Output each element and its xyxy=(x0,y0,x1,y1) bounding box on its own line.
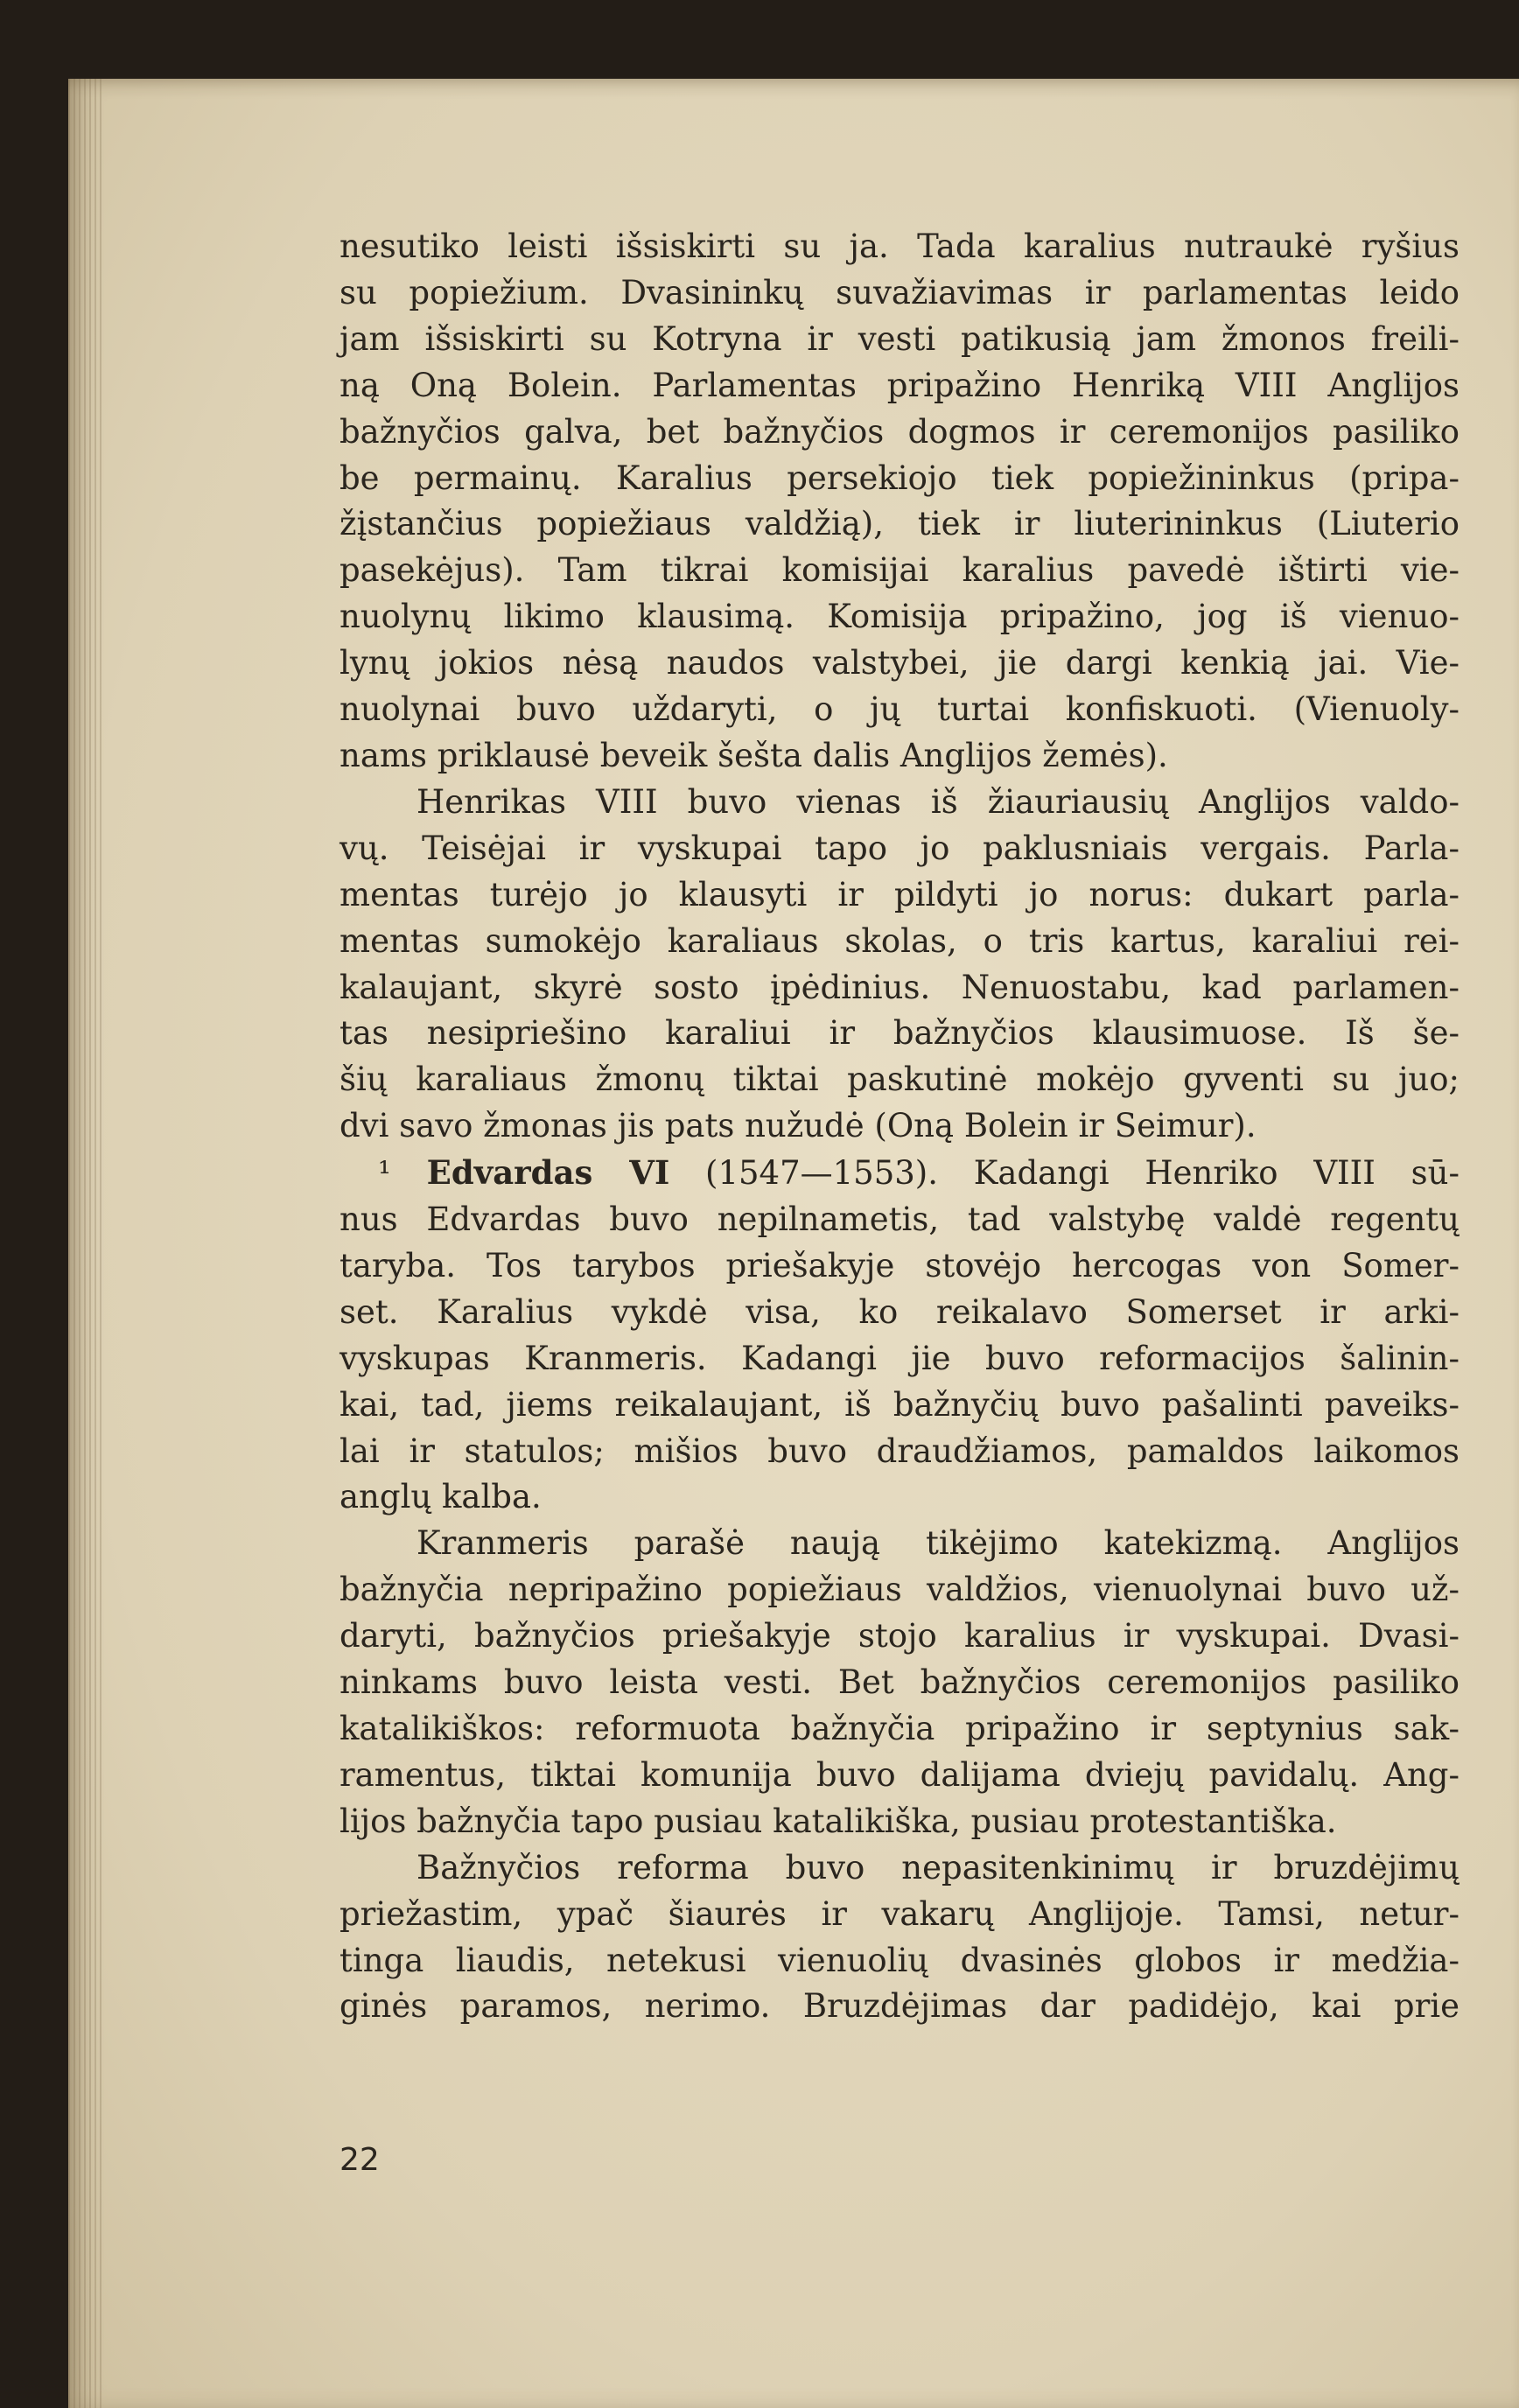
text-line: set. Karalius vykdė visa, ko reikalavo Somerset ir arki- xyxy=(340,1292,1460,1331)
text-line: lai ir statulos; mišios buvo draudžiamos, pamaldos laikomos xyxy=(340,1432,1460,1470)
text-line: vyskupas Kranmeris. Kadangi jie buvo reformacijos šalinin- xyxy=(340,1339,1460,1377)
text-line: tinga liaudis, netekusi vienuolių dvasinės globos ir medžia- xyxy=(340,1941,1460,1979)
text-line: ginės paramos, nerimo. Bruzdėjimas dar padidėjo, kai prie xyxy=(340,1987,1460,2026)
text-line: ninkams buvo leista vesti. Bet bažnyčios ceremonijos pasiliko xyxy=(340,1663,1460,1702)
text-line: bažnyčios galva, bet bažnyčios dogmos ir ceremonijos pasiliko xyxy=(340,412,1460,451)
text-line: Kranmeris parašė naują tikėjimo katekizmą. Anglijos xyxy=(416,1524,1460,1563)
text-line: kai, tad, jiems reikalaujant, iš bažnyčių buvo pašalinti paveiks- xyxy=(340,1385,1460,1424)
text-line: dvi savo žmonas jis pats nužudė (Oną Bolein ir Seimur). xyxy=(340,1107,1256,1145)
text-line: vų. Teisėjai ir vyskupai tapo jo paklusniais vergais. Parla- xyxy=(340,829,1460,867)
text-line: kalaujant, skyrė sosto įpėdinius. Nenuostabu, kad parlamen- xyxy=(340,968,1460,1006)
text-line: taryba. Tos tarybos priešakyje stovėjo hercogas von Somer- xyxy=(340,1246,1460,1284)
text-line: lijos bažnyčia tapo pusiau katalikiška, pusiau protestantiška. xyxy=(340,1802,1337,1840)
text-line: katalikiškos: reformuota bažnyčia pripažino ir septynius sak- xyxy=(340,1710,1460,1747)
text-line: be permainų. Karalius persekiojo tiek popiežininkus (pripa- xyxy=(340,458,1460,497)
section-heading-rest: (1547—1553). Kadangi Henriko VIII sū- xyxy=(669,1154,1460,1193)
text-line: bažnyčia nepripažino popiežiaus valdžios, vienuolynai buvo už- xyxy=(340,1571,1460,1609)
text-line: lynų jokios nėsą naudos valstybei, jie dargi kenkią jai. Vie- xyxy=(340,644,1460,682)
text-line: šių karaliaus žmonų tiktai paskutinė mokėjo gyventi su juo; xyxy=(340,1060,1460,1099)
text-line: tas nesipriešino karaliui ir bažnyčios klausimuose. Iš še- xyxy=(340,1014,1460,1053)
text-line: pasekėjus). Tam tikrai komisijai karalius pavedė ištirti vie- xyxy=(340,551,1460,590)
page-number: 22 xyxy=(340,2142,380,2178)
section-title: Edvardas VI xyxy=(426,1153,670,1193)
text-line: mentas sumokėjo karaliaus skolas, o tris kartus, karaliui rei- xyxy=(340,921,1460,960)
text-line: Bažnyčios reforma buvo nepasitenkinimų ir bruzdėjimų xyxy=(416,1848,1460,1886)
text-line: ramentus, tiktai komunija buvo dalijama dviejų pavidalų. Ang- xyxy=(340,1755,1460,1794)
section-heading-line xyxy=(340,1150,1460,1197)
page-edge-shadow xyxy=(68,79,103,2408)
text-line: jam išsiskirti su Kotryna ir vesti patikusią jam žmonos freili- xyxy=(340,319,1460,358)
body-text xyxy=(340,224,1460,2030)
text-line: žįstančius popiežiaus valdžią), tiek ir liuterininkus (Liuterio xyxy=(340,505,1460,543)
footnote-marker: ¹ xyxy=(378,1154,391,1193)
text-line: Henrikas VIII buvo vienas iš žiauriausių Anglijos valdo- xyxy=(416,782,1460,821)
text-line: mentas turėjo jo klausyti ir pildyti jo norus: dukart parla- xyxy=(340,875,1460,914)
text-line: nuolynai buvo uždaryti, o jų turtai konfiskuoti. (Vienuoly- xyxy=(340,690,1460,729)
text-line: nams priklausė beveik šešta dalis Anglijos žemės). xyxy=(340,736,1168,774)
text-line: nus Edvardas buvo nepilnametis, tad valstybę valdė regentų xyxy=(340,1200,1460,1239)
text-line: ną Oną Bolein. Parlamentas pripažino Henriką VIII Anglijos xyxy=(340,366,1460,404)
text-line: anglų kalba. xyxy=(340,1478,542,1516)
text-line: nesutiko leisti išsiskirti su ja. Tada karalius nutraukė ryšius xyxy=(340,228,1460,265)
text-line: su popiežium. Dvasininkų suvažiavimas ir parlamentas leido xyxy=(340,273,1460,312)
text-line: daryti, bažnyčios priešakyje stojo karalius ir vyskupai. Dvasi- xyxy=(340,1617,1460,1656)
text-line: nuolynų likimo klausimą. Komisija pripažino, jog iš vienuo- xyxy=(340,598,1460,636)
text-line: priežastim, ypač šiaurės ir vakarų Anglijoje. Tamsi, netur- xyxy=(340,1894,1460,1933)
